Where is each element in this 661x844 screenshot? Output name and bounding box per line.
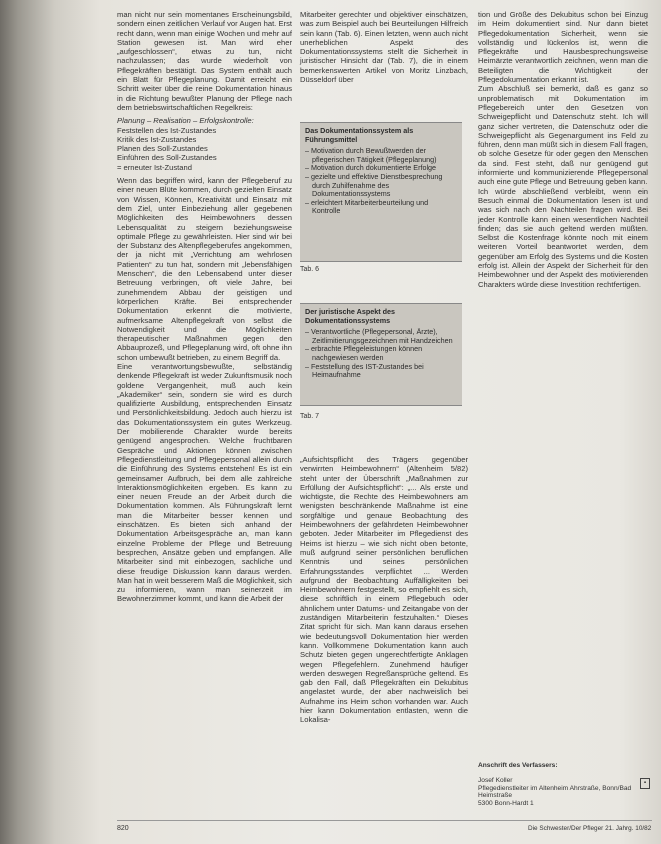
column-right — [478, 10, 648, 289]
author-line: Pflegedienstleiter im Altenheim Ahrstraße, Bonn/Bad — [478, 784, 632, 792]
box-title: Der juristische Aspekt des Dokumentationssystems — [305, 307, 396, 325]
footer-divider — [117, 820, 652, 821]
column-middle-bottom — [300, 455, 468, 725]
box-list — [305, 328, 457, 380]
table-caption: Tab. 6 — [300, 266, 320, 273]
author-line: Heimstraße — [478, 792, 513, 800]
author-heading: Anschrift des Verfassers: — [478, 762, 558, 769]
cycle-line: Einführen des Soll-Zustandes — [117, 153, 217, 163]
author-line: Josef Koller — [478, 776, 513, 784]
table-box-7 — [300, 303, 462, 406]
author-address — [478, 762, 648, 808]
paragraph: „Aufsichtspflicht des Trägers gegenüber verwirrten Heimbewohnern“ (Altenheim 5/82) steht unter der Überschrift „Maßnahmen zur Erfüllung der Aufsichtspflicht“: „... Als erste und wichtigste, die Rechte des Heimbewohners am wenigsten beschränkende Maßnahme ist eine sorgfältige und genaue Beobachtung des Heimbewohners der gefährdeten Heimbewohner geboten. Jeder Mitarbeiter im Pflegedienst des Heims ist hierzu – wie sich nicht oben betonte, muß aufgrund seiner persönlichen beruflichen Kenntnis und seines persönlichen Erfahrungsstandes verpflichtet ... Werden aufgrund der Beobachtung Auffälligkeiten bei Heimbewohnern festgestellt, so empfiehlt es sich, diese schriftlich in einem Pflegebuch oder ähnlichem unter Datums- und Zeitangabe von der zuständigen Mitarbeiterin festzuhalten.“ Dieses Zitat spricht für sich. Man kann daraus ersehen wie bedeutungsvoll Dokumentation hier werden kann. Vollkommene Dokumentation kann auch Schutz bieten gegen ungerechtfertigte Anklagen wegen Pflegefehlern. Zunehmend häufiger werden deswegen Regreßansprüche geltend. Es gab den Fall, daß Pflegekräften ein Dekubitus angelastet wurde, der aber nachweislich bei Aufnahme ins Heim schon vorhanden war. Auch hier kann Dokumentation entlasten, wenn die Lokalisa- — [300, 455, 468, 725]
box-list — [305, 147, 457, 216]
paragraph: man nicht nur sein momentanes Erscheinungsbild, sondern einen zeitlichen Verlauf vor Augen hat. Erst recht dann, wenn man einige Wochen und mehr auf Station gewesen ist. Man wird eher „aufgeschlossen“, etwas zu tun, nicht nachzulassen; das wurde wiederholt von Pflegekräften bestätigt. Das System enthält auch ein Blatt für Pflegeplanung. Damit erreicht ein Schritt weiter über die reine Dokumentation hinaus in die Richtung bewußter Planung der Pflege nach dem betriebswirtschaftlichen Regelkreis: — [117, 10, 292, 112]
paragraph: Eine verantwortungsbewußte, selbständig denkende Pflegekraft ist weder Zukunftsmusik noch goldene Vergangenheit, muß auch kein „Akademiker“ sein, sondern sie wird es durch qualifizierte Ausbildung, entsprechenden Einsatz und Persönlichkeitsbildung. Jedoch auch hierzu ist das Dokumentationssystem ein gutes Werkzeug. Der mobilierende Charakter wurde bereits genügend angesprochen. Welche fruchtbaren Gespräche und Aktionen können zwischen Pflegedienstleitung und Pflegepersonal allein durch die Einführung des Systems entstehen! Es ist ein gemeinsamer Aufbruch, bei dem alle zahlreiche Interaktionsmöglichkeiten ergeben. Es kann zu einer neuen Freude an der Arbeit durch die Dokumentation kommen. Als Führungskraft lernt man die Mitarbeiter besser kennen und einschätzen. Es bieten sich anhand der Dokumentation Arbeitsgespräche an, man kann einzelne Probleme der Pflege und Betreuung besprechen, Ansätze geben und empfangen. Alle Mitarbeiter sind mit einbezogen, sachliche und diese freudige Diskussion kann daraus werden. Man hat in weit besserem Maß die Möglichkeit, sich zu informieren, wann man seinerzeit im Bewohnerzimmer kommt, und kann die Arbeit der — [117, 361, 292, 604]
cycle-line: = erneuter Ist-Zustand — [117, 162, 192, 172]
box-item: – Feststellung des IST-Zustandes bei Heimaufnahme — [305, 363, 457, 380]
cycle-heading: Planung – Realisation – Erfolgskontrolle: — [117, 116, 254, 126]
box-item: – Verantwortliche (Pflegepersonal, Ärzte), Zeitlimitierungsgezeichnen mit Handzeichen — [305, 328, 457, 345]
column-left — [117, 10, 292, 604]
box-item: – gezielte und effektive Dienstbesprechung durch Zuhilfenahme des Dokumentationssystems — [305, 173, 457, 199]
box-item: – Motivation durch Bewußtwerden der pflegerischen Tätigkeit (Pflegeplanung) — [305, 147, 457, 164]
page-number: 820 — [117, 825, 129, 832]
journal-citation: Die Schwester/Der Pfleger 21. Jahrg. 10/82 — [528, 825, 652, 832]
paragraph: Wenn das begriffen wird, kann der Pflegeberuf zu einer neuen Blüte kommen, durch gezielten Einsatz von Wissen, Können, Kreativität und Einsatz mit dem Ziel, unter Einbeziehung aller gegebenen Möglichkeiten des Heimbewohners dessen Lebensqualität zu steigern beziehungsweise optimale Pflege zu gewährleisten. Hier sind wir bei der Substanz des Altenpflegeberufes angekommen, der ja nicht mit „Verrichtung am wehrlosen Patienten“ zu tun hat, sondern mit „lebensfähigen Menschen“, die den Lebensabend unter dieser Betreuung verbringen, oft viele Jahre, bei zunehmendem Abbau der geistigen und körperlichen Kräfte. Bei entsprechender Dokumentation erkennt die motivierte, aufmerksame Altenpflegekraft von selbst die Notwendigkeit und die Möglichkeiten therapeutischer Maßnahmen gegen den Abbauprozeß, und Pflegeplanung wird, oft ohne ihn schon umbewußt betrieben, zu einem Begriff da. — [117, 176, 292, 362]
end-mark-icon: ▪ — [640, 778, 650, 789]
column-middle-top — [300, 10, 468, 84]
box-item: – erbrachte Pflegeleistungen können nachgewiesen werden — [305, 345, 457, 362]
author-line: 5300 Bonn-Hardt 1 — [478, 800, 534, 808]
cycle-line: Planen des Soll-Zustandes — [117, 144, 208, 154]
cycle-line: Kritik des Ist-Zustandes — [117, 134, 197, 144]
box-title: Das Dokumentationssystem als Führungsmittel — [305, 126, 414, 144]
paragraph: Mitarbeiter gerechter und objektiver einschätzen, was zum Beispiel auch bei Beurteilungen Hilfreich sein kann (Tab. 6). Einen letzten, wenn auch nicht unerheblichen Aspekt des Dokumentationssystems stellt die Sicherheit in juristischer Hinsicht dar (Tab. 7), die in einem bemerkenswerten Artikel von Moritz Linzbach, Düsseldorf über — [300, 10, 468, 85]
cycle-line: Feststellen des Ist-Zustandes — [117, 125, 217, 135]
box-item: – Motivation durch dokumentierte Erfolge — [305, 164, 457, 173]
paragraph: tion und Größe des Dekubitus schon bei Einzug im Heim dokumentiert sind. Nur dann bietet Pflegedokumentation Sicherheit, wenn sie vollständig und lückenlos ist, wenn die Pflegekräfte und Hausbesprechungsweise Heimärzte verantwortlich zeichnen, wenn man die Beteiligten die Wichtigkeit der Pflegedokumentation erkannt ist. Zum Abschluß sei bemerkt, daß es ganz so unproblematisch mit Dokumentation im Pflegebereich unter den Gesetzen von Schweigepflicht und Datenschutz steht. Ich will ganz sicher vertreten, die Datenschutz oder die Schweigepflicht als Gegenargument ins Feld zu führen, denn man müßt sich in diesem Fall fragen, ob solche Gesetze für oder gegen den Menschen da sind. Fest steht, daß nur genügend gut informierte und kommunizierende Pflegepersonal auch eine gute Pflege und Betreuung geben kann. Ich würde abschließend verbleibt, wenn ein Besuch einmal die Dokumentation lesen ist und was sich nach den Nachteilen fragen wird. Bei jeder Kontrolle kann einen wesentlichen Nachteil finden; das sie auch geltend werden müßten. Selbst die Kostenfrage könnte noch mit einem weiteren Vorteil beantwortet werden, dem gegenüber am Erfolg des Systems und die Kosten erfolg ist. Allein der Aspekt der Sicherheit für den Heimbewohner und der Aspekt des motivierenden Charakters würde diese Investition rechtfertigen. — [478, 10, 648, 289]
table-box-6 — [300, 122, 462, 262]
table-caption: Tab. 7 — [300, 413, 320, 420]
box-item: – erleichtert Mitarbeiterbeurteilung und Kontrolle — [305, 199, 457, 216]
